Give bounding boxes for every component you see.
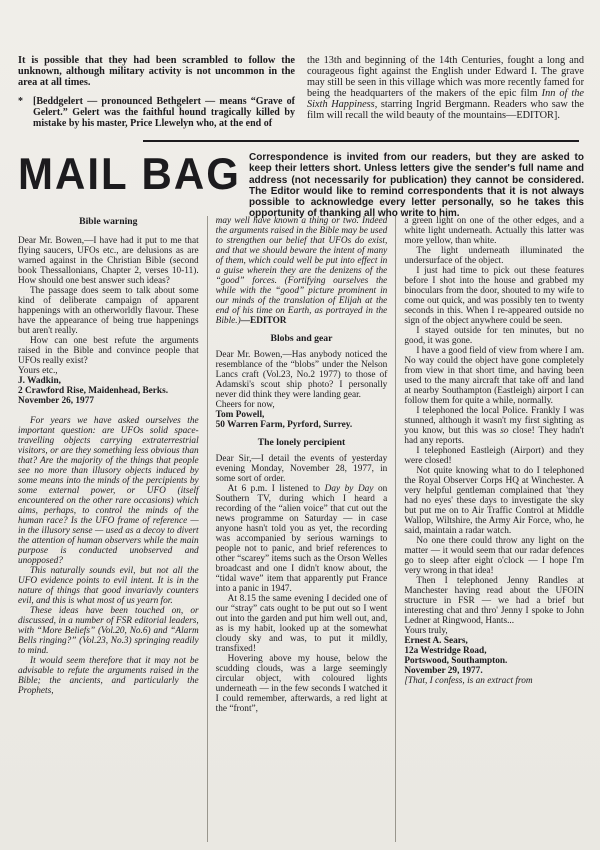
letter-paragraph <box>404 406 584 446</box>
letter-paragraph: Hovering above my house, below the scudding clouds, was a large seemingly circular object, with coloured lights underneath — in the few seconds I watched it I could remember, afterwards, a red light at the “front”, <box>215 654 388 714</box>
text-run: may well have known a thing or two. Indeed the arguments raised in the Bible may be used to strengthen our belief that UFOs do exist, and that we should beware the intent of many of them, which could well be put into effect in a guise wherein they are the denizens of the “good” forces. (Fortifying ourselves the while with the “good” picture prominent in our minds of the translation of Elijah at the end of his time on Earth, as portrayed in the Bible.) <box>215 216 388 326</box>
mailbag-title: MAIL BAG <box>18 148 241 199</box>
letter-paragraph: The light underneath illuminated the undersurface of the object. <box>404 246 584 266</box>
masthead-rule <box>143 140 579 142</box>
text-run: Day by Day <box>324 484 374 494</box>
text-run: close! They hadn't had any reports. <box>404 426 584 446</box>
letter-paragraph: No one there could throw any light on the matter — it would seem that our radar defences go to sleep after eight o'clock — I hope I'm very wrong in that idea! <box>404 536 584 576</box>
letter-paragraph: I have a good field of view from where I am. No way could the object have gone completely from view in that short time, and having been used to the many aircraft that take off and land at nearby Southampton (Eastleigh) airport I can follow them for quite a while, normally. <box>404 346 584 406</box>
letter-paragraph: Dear Mr. Bowen,—I have had it put to me that flying saucers, UFOs etc., are delusions as are warned against in the Christian Bible (second book Thessallonians, Chapter 2, verses 10-11). How should one best answer such ideas? <box>18 236 199 286</box>
letter-paragraph <box>216 216 388 326</box>
letter-paragraph: Tom Powell, <box>215 410 265 420</box>
letter-paragraph: Cheers for now, <box>215 400 275 410</box>
letter-paragraph: Not quite knowing what to do I telephoned the Royal Observer Corps HQ at Winchester. A very helpful gentleman complained that 'they had no eyes' these days to investigate the sky but put me on to Air Traffic Control at Middle Wallop, Wiltshire, the Army Air Force, who, he said, maintain a radar watch. <box>404 466 584 536</box>
text-run: the 13th and beginning of the 14th Centuries, fought a long and courageous fight against the English under Edward I. The grave may still be seen in this village which was more recently famed for being the headquarters of the makers of the epic film <box>307 55 584 99</box>
letter-paragraph: I just had time to pick out these features before I shot into the house and grabbed my binoculars from the door, shouted to my wife to come out quick, and was possibly ten to twenty seconds in this. When I re-appeared outside no sign of the object anywhere could be seen. <box>404 266 584 326</box>
body-paragraph: It is possible that they had been scrambled to follow the unknown, although military activity is not uncommon in the area at all times. <box>18 55 295 88</box>
text-run: I telephoned the local Police. Frankly I was stunned, although it wasn't my first sighting as you know, but this was <box>404 406 584 436</box>
editor-notice: Correspondence is invited from our readers, but they are asked to keep their letters short. Unless letters give the sender's full name and address (not necessarily for publication) they cannot be considered. The Editor would like to remind correspondents that it is not always possible to acknowledge every letter personally, so he takes this opportunity of thanking all who write to him. <box>249 152 584 220</box>
text-run: , starring Ingrid Bergmann. Readers who saw the film will recall the wild beauty of the mountains—EDITOR]. <box>307 99 584 121</box>
letter-paragraph: 2 Crawford Rise, Maidenhead, Berks. <box>18 386 169 396</box>
letters-section <box>18 216 584 842</box>
footnote-asterisk: * <box>18 96 23 107</box>
letter-paragraph: At 8.15 the same evening I decided one of our “stray” cats ought to be put out so I went out into the garden and put him well out, and, as is my habit, looked up at the somewhat cloudy sky and was, to put it mildly, transfixed! <box>215 594 388 654</box>
text-run: on Southern TV, during which I heard a recording of the “alien voice” that cut out the news programme on Saturday — in case anyone hasn't told you as yet, the recording was accompanied by serious warnings to people not to panic, and brief references to other “scarey” items such as the Orson Welles broadcast and one I didn't know about, the “tidal wave” item that apparently put France into a panic in 1947. <box>215 484 388 594</box>
letter-paragraph: a green light on one of the other edges, and a white light underneath. Actually this latter was more yellow, than white. <box>404 216 584 246</box>
letter-paragraph: Dear Mr. Bowen,—Has anybody noticed the resemblance of the “blobs” under the Nelson Lancs craft (Vol.23, No.2 1977) to those of Adamski's scout ship photo? I personally never did think they were landing gear. <box>215 350 388 400</box>
mailbag-masthead <box>18 148 584 220</box>
top-right-column <box>307 55 584 129</box>
letter-paragraph: 12a Westridge Road, <box>404 646 487 656</box>
letter-paragraph: November 26, 1977 <box>18 396 95 406</box>
letter-paragraph: [That, I confess, is an extract from <box>404 676 533 686</box>
footnote <box>18 96 295 129</box>
letter-paragraph: 50 Warren Farm, Pyrford, Surrey. <box>215 420 353 430</box>
letter-paragraph: These ideas have been touched on, or discussed, in a number of FSR editorial leaders, with “More Beliefs” (Vol.20, No.6) and “Alarm Bells ringing?” (Vol.23, No.3) springing readily to mind. <box>18 606 199 656</box>
letter-paragraph: November 29, 1977. <box>404 666 483 676</box>
letter-paragraph: The passage does seem to talk about some kind of deliberate campaign of apparent happenings with an otherworldly flavour. These have the appearance of being true happenings but aren't really. <box>18 286 199 336</box>
letters-column-2 <box>207 216 396 842</box>
letter-paragraph: Then I telephoned Jenny Randles at Manchester having read about the UFOIN structure in FSR — we had a brief but interesting chat and thro' Jenny I spoke to John Ledner at Ringwood, Hants... <box>404 576 584 626</box>
footnote-continuation <box>307 55 584 121</box>
text-run: so <box>500 426 509 436</box>
letter-heading: Bible warning <box>79 216 138 227</box>
letter-paragraph: Dear Sir,—I detail the events of yesterday evening Monday, November 28, 1977, in some sort of order. <box>215 454 388 484</box>
letter-paragraph: Yours etc., <box>18 366 58 376</box>
footnote-text: [Beddgelert — pronounced Bethgelert — means “Grave of Gelert.” Gelert was the faithful hound tragically killed by mistake by his master, Price Llewelyn who, at the end of <box>33 96 295 129</box>
letter-paragraph: I stayed outside for ten minutes, but no good, it was gone. <box>404 326 584 346</box>
letter-paragraph: For years we have asked ourselves the important question: are UFOs solid space-travelling objects carrying extraterrestrial visitors, or are they something less obvious than that? Are the majority of the things that people see no more than illusory objects induced by some means into the minds of the percipients by some external power, or UFO (itself encountered on the other rare occasions) which aims, perhaps, to control the minds of the human race? Is the UFO frame of reference — in the illusory sense — used as a decoy to divert the attention of human observers while the main purpose is conducted unobserved and unopposed? <box>18 416 199 566</box>
top-left-column <box>18 55 295 129</box>
letter-paragraph: I telephoned Eastleigh (Airport) and they were closed! <box>404 446 584 466</box>
letter-paragraph: This naturally sounds evil, but not all the UFO evidence points to evil intent. It is in the nature of things that good invariavly counters evil, and this is what most of us yearn for. <box>18 566 199 606</box>
letters-column-1 <box>18 216 207 842</box>
letter-paragraph <box>216 484 388 594</box>
letter-paragraph: J. Wadkin, <box>18 376 61 386</box>
letter-heading: The lonely percipient <box>257 437 346 448</box>
letter-paragraph: Ernest A. Sears, <box>404 636 468 646</box>
text-run: Inn of the Sixth Happiness <box>307 88 584 110</box>
letter-heading: Blobs and gear <box>270 333 333 344</box>
text-run: —EDITOR <box>240 316 287 326</box>
text-run: At 6 p.m. I listened to <box>227 484 325 494</box>
letter-paragraph: It would seem therefore that it may not be advisable to refute the arguments raised in the Bible; the ancients, and particularly the Prophets, <box>18 656 199 696</box>
letter-paragraph: How can one best refute the arguments raised in the Bible and convince people that UFOs really exist? <box>18 336 199 366</box>
letters-column-3 <box>395 216 584 842</box>
letter-paragraph: Portswood, Southampton. <box>404 656 508 666</box>
letter-paragraph: Yours truly, <box>404 626 448 636</box>
top-continuation-section <box>18 55 584 129</box>
